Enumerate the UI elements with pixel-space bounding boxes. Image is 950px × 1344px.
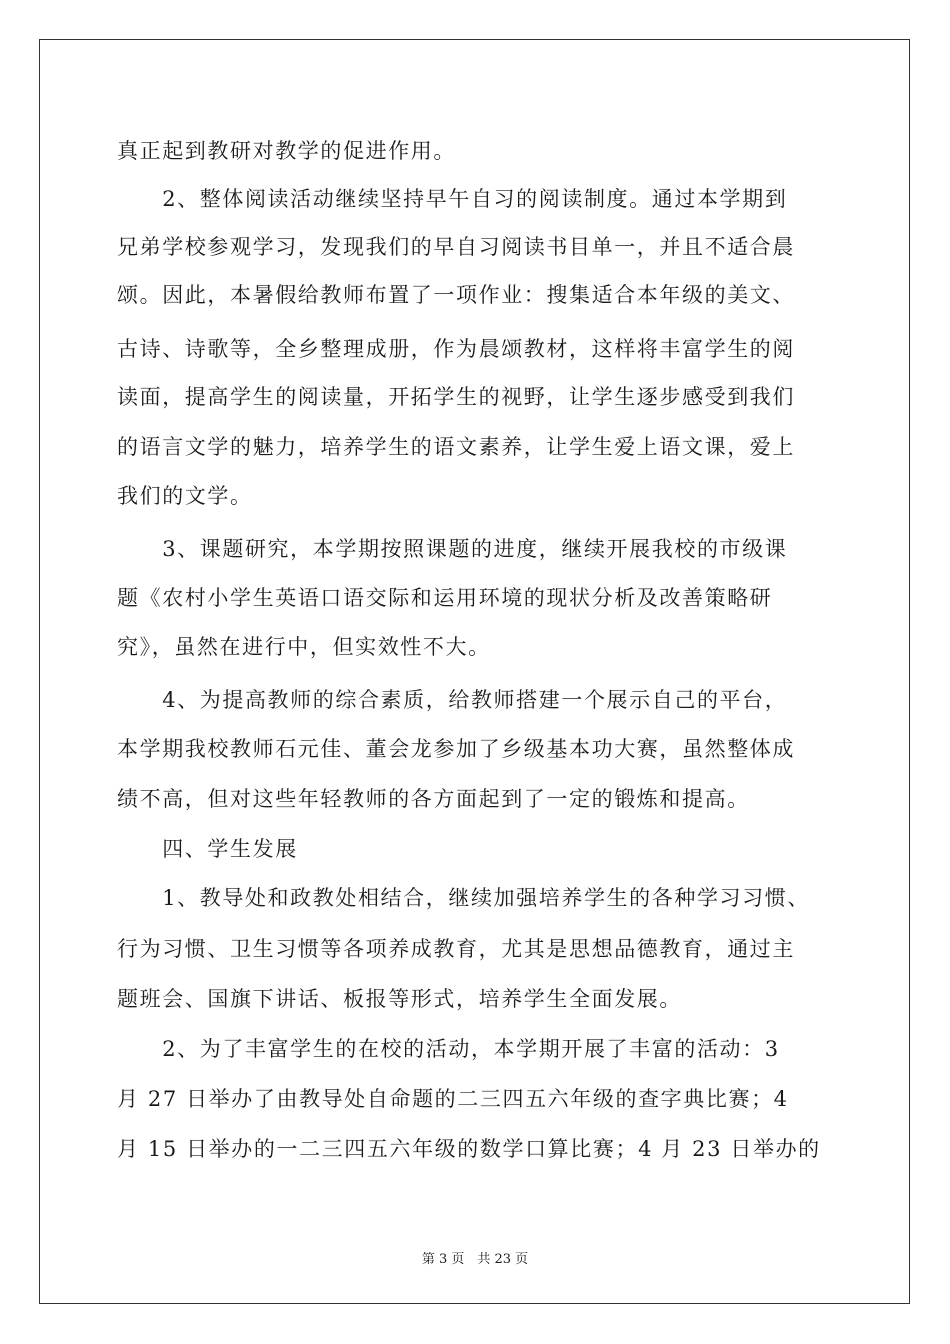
text-line: 题《农村小学生英语口语交际和运用环境的现状分析及改善策略研 [117, 586, 773, 610]
text-line: 本学期我校教师石元佳、董会龙参加了乡级基本功大赛，虽然整体成 [117, 737, 795, 761]
text-line: 4、为提高教师的综合素质，给教师搭建一个展示自己的平台， [117, 688, 788, 712]
text-line: 我们的文学。 [117, 484, 253, 508]
text-line: 的语言文学的魅力，培养学生的语文素养，让学生爱上语文课，爱上 [117, 435, 795, 459]
text-line: 2、整体阅读活动继续坚持早午自习的阅读制度。通过本学期到 [117, 187, 788, 211]
page-footer: 第 3 页 共 23 页 [421, 1252, 529, 1267]
text-line: 真正起到教研对教学的促进作用。 [117, 139, 456, 163]
page-border [39, 39, 910, 1304]
text-line: 题班会、国旗下讲话、板报等形式，培养学生全面发展。 [117, 987, 682, 1011]
text-line: 古诗、诗歌等，全乡整理成册，作为晨颂教材，这样将丰富学生的阅 [117, 337, 795, 361]
text-line: 究》，虽然在进行中，但实效性不大。 [117, 635, 491, 659]
text-line: 读面，提高学生的阅读量，开拓学生的视野，让学生逐步感受到我们 [117, 385, 795, 409]
text-line: 绩不高，但对这些年轻教师的各方面起到了一定的锻炼和提高。 [117, 787, 750, 811]
text-line: 2、为了丰富学生的在校的活动，本学期开展了丰富的活动：3 [117, 1037, 780, 1061]
text-line: 3、课题研究，本学期按照课题的进度，继续开展我校的市级课 [117, 537, 788, 561]
text-line: 1、教导处和政教处相结合，继续加强培养学生的各种学习习惯、 [117, 886, 810, 910]
text-line: 兄弟学校参观学习，发现我们的早自习阅读书目单一，并且不适合晨 [117, 235, 795, 259]
text-line: 颂。因此，本暑假给教师布置了一项作业：搜集适合本年级的美文、 [117, 283, 795, 307]
text-line: 行为习惯、卫生习惯等各项养成教育，尤其是思想品德教育，通过主 [117, 937, 795, 961]
text-line: 月 27 日举办了由教导处自命题的二三四五六年级的查字典比赛；4 [117, 1087, 789, 1111]
section-heading: 四、学生发展 [117, 837, 298, 861]
text-line: 月 15 日举办的一二三四五六年级的数学口算比赛；4 月 23 日举办的 [117, 1137, 821, 1161]
